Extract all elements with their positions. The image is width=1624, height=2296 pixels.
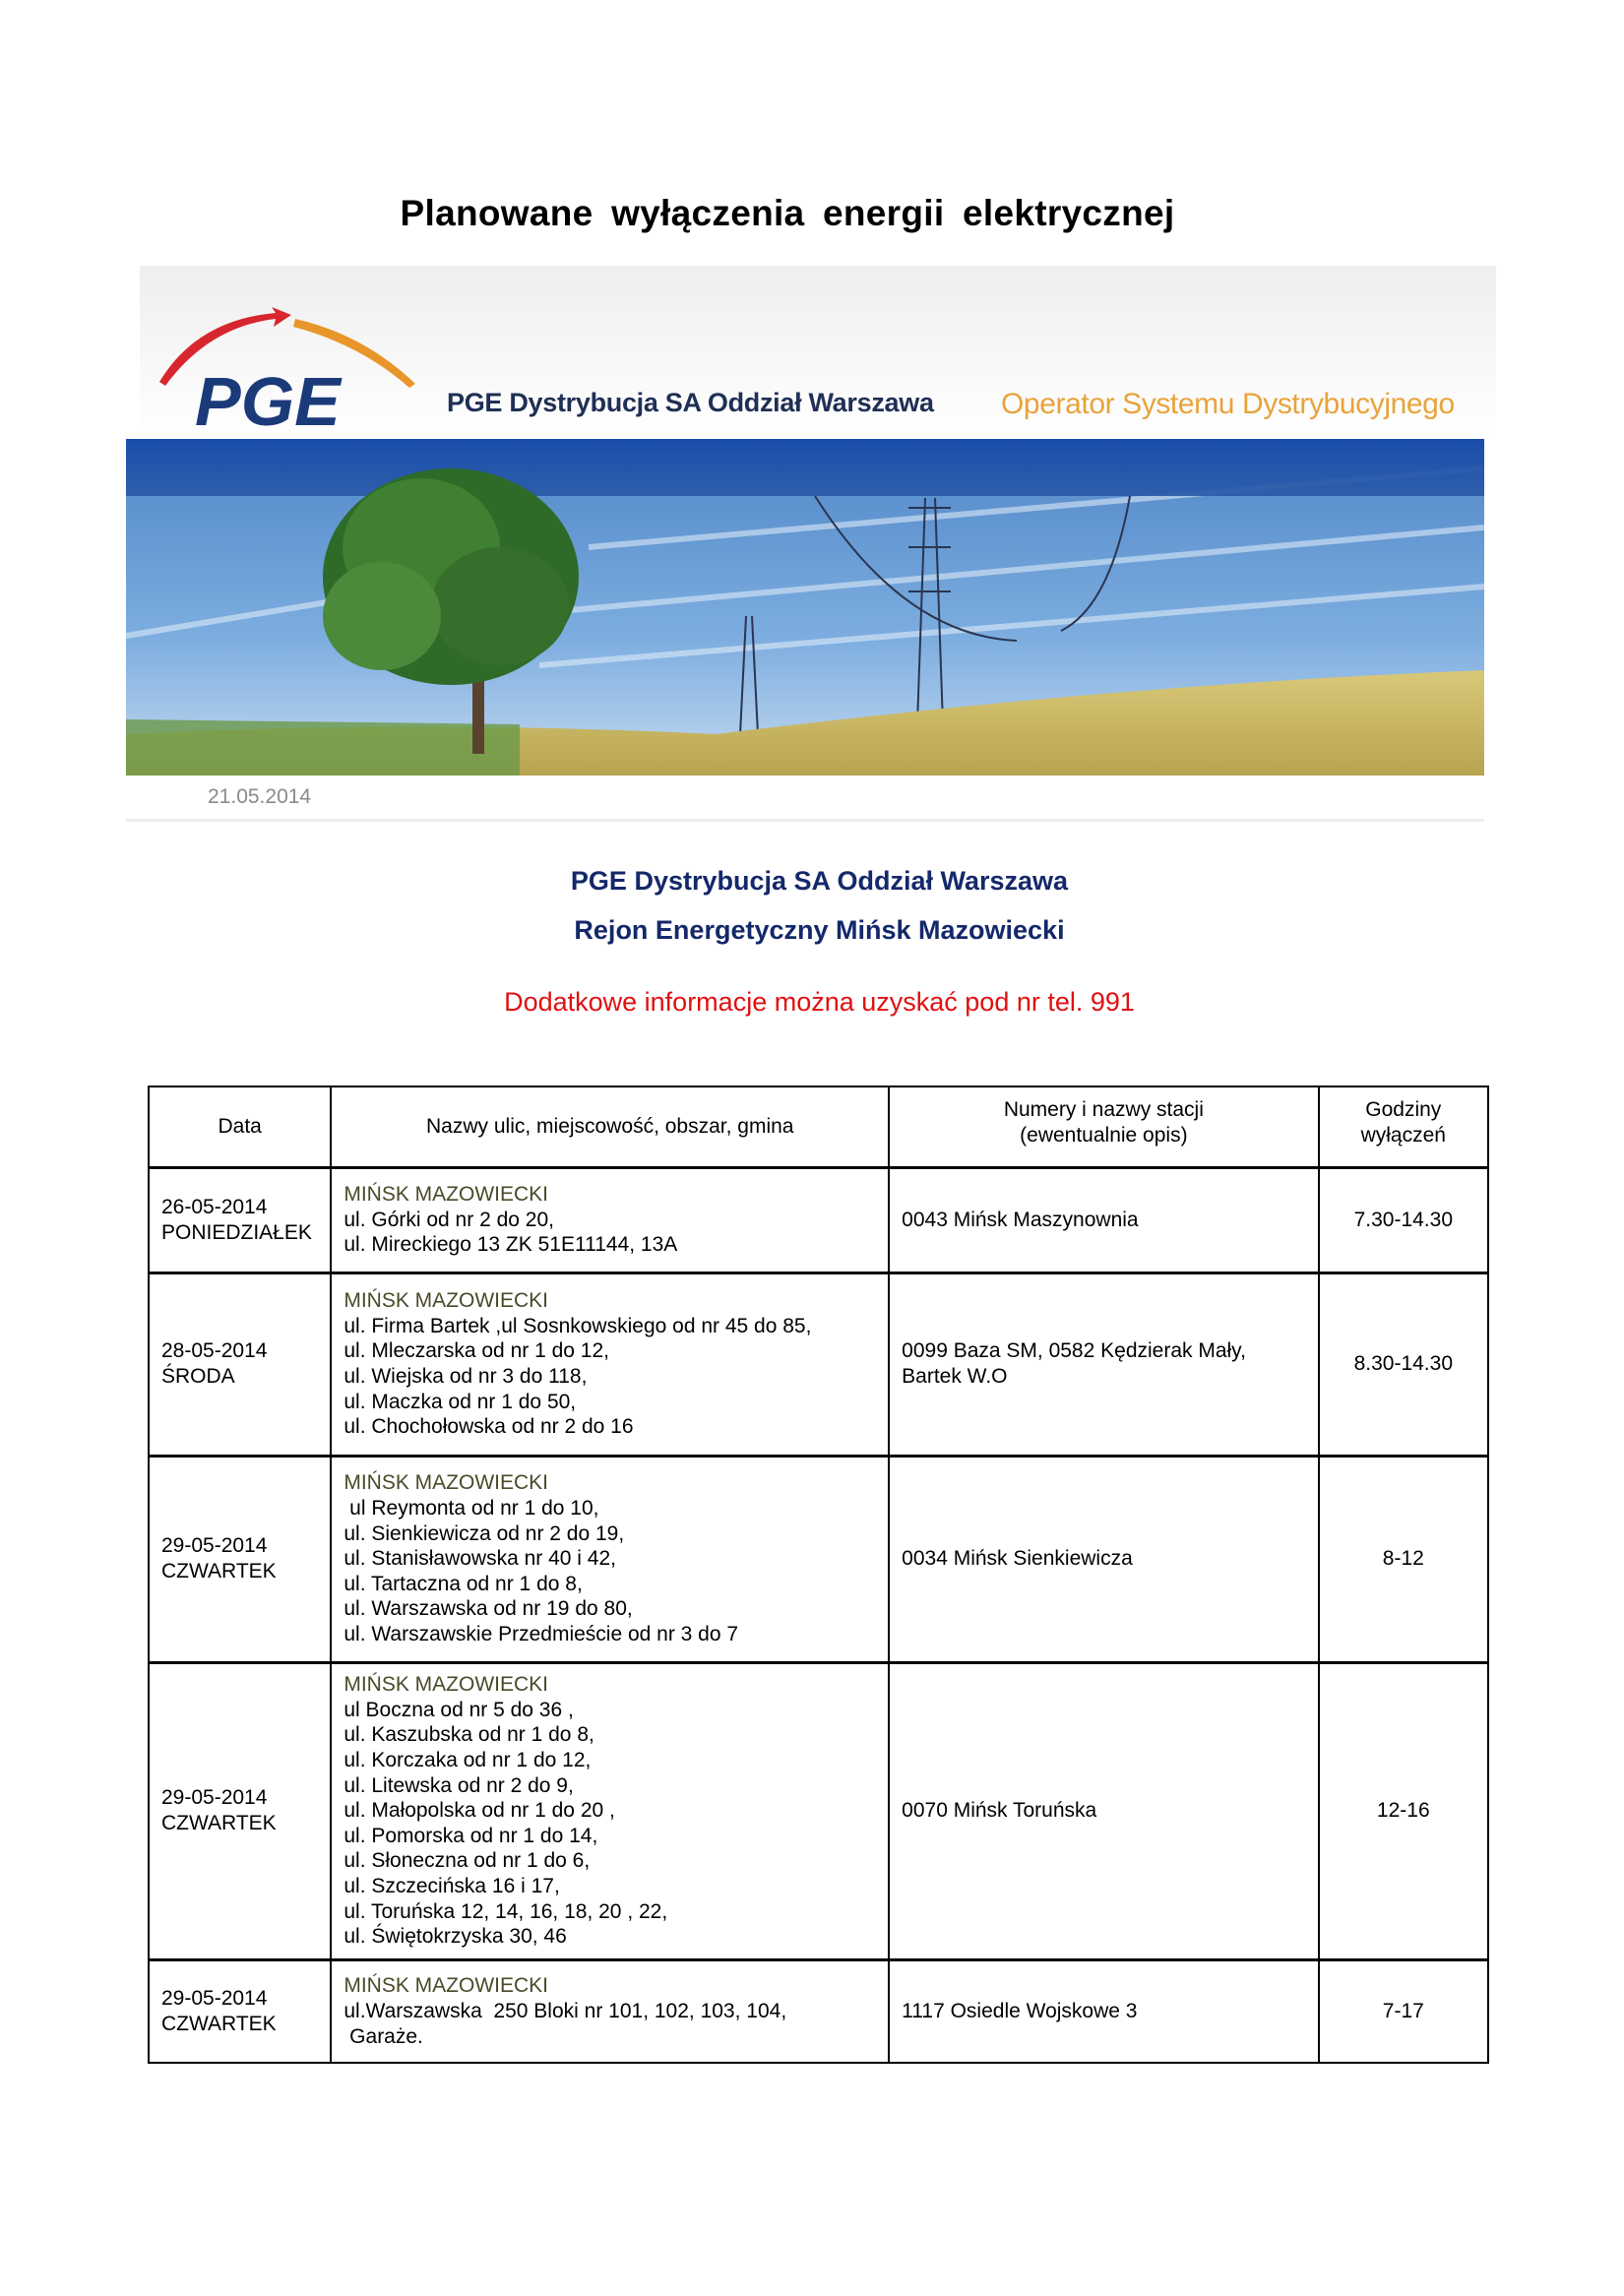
row-hours: 7-17 <box>1382 1999 1424 2022</box>
outage-table <box>148 1086 1489 2064</box>
header-hours-line1: Godziny <box>1365 1098 1442 1122</box>
cell-streets <box>331 1662 889 1959</box>
row-street: ul. Stanisławowska nr 40 i 42, <box>344 1547 616 1571</box>
row-hours: 8.30-14.30 <box>1353 1352 1453 1376</box>
row-street: ul. Świętokrzyska 30, 46 <box>344 1925 567 1949</box>
row-street: ul. Litewska od nr 2 do 9, <box>344 1773 574 1797</box>
row-city: MIŃSK MAZOWIECKI <box>344 1471 549 1495</box>
cell-hours <box>1319 1662 1488 1959</box>
row-city: MIŃSK MAZOWIECKI <box>344 1974 549 1998</box>
row-street: ul. Kaszubska od nr 1 do 8, <box>344 1723 594 1747</box>
row-street: ul. Sienkiewicza od nr 2 do 19, <box>344 1521 625 1545</box>
row-street: ul.Warszawska 250 Bloki nr 101, 102, 103, 104, <box>344 1999 787 2022</box>
blue-band <box>126 439 1484 496</box>
table-row <box>149 1272 1488 1456</box>
row-street: ul. Toruńska 12, 14, 16, 18, 20 , 22, <box>344 1899 668 1923</box>
pge-logo <box>157 305 433 433</box>
meadow <box>126 719 520 776</box>
row-date: 29-05-2014 <box>161 1987 268 2011</box>
row-hours: 8-12 <box>1382 1547 1424 1571</box>
row-street: ul. Firma Bartek ,ul Sosnkowskiego od nr 45 do 85, <box>344 1314 812 1337</box>
header-streets-label: Nazwy ulic, miejscowość, obszar, gmina <box>426 1114 794 1138</box>
row-weekday: CZWARTEK <box>161 1812 277 1834</box>
heading-region: Rejon Energetyczny Mińsk Mazowiecki <box>574 915 1065 945</box>
row-station: 0034 Mińsk Sienkiewicza <box>902 1547 1133 1571</box>
row-hours: 7.30-14.30 <box>1353 1208 1453 1231</box>
landscape-photo <box>126 439 1484 776</box>
header-station-line2: (ewentualnie opis) <box>1020 1123 1188 1147</box>
row-date: 26-05-2014 <box>161 1195 268 1218</box>
row-date: 29-05-2014 <box>161 1786 268 1810</box>
row-street: ul. Wiejska od nr 3 do 118, <box>344 1365 588 1388</box>
header-station <box>889 1086 1318 1167</box>
heading-company: PGE Dystrybucja SA Oddział Warszawa <box>570 866 1069 896</box>
issue-date: 21.05.2014 <box>208 785 312 808</box>
divider <box>126 819 1484 822</box>
tree-crown <box>323 468 579 685</box>
table-header-row <box>149 1086 1488 1167</box>
cell-hours <box>1319 1167 1488 1272</box>
row-street: ul. Górki od nr 2 do 20, <box>344 1208 554 1231</box>
cell-hours <box>1319 1272 1488 1456</box>
cell-station <box>889 1456 1318 1662</box>
header-hours <box>1319 1086 1488 1167</box>
row-station: 0070 Mińsk Toruńska <box>902 1799 1097 1823</box>
row-street: ul. Warszawska od nr 19 do 80, <box>344 1597 633 1621</box>
table-row <box>149 1662 1488 1959</box>
header-date-label: Data <box>218 1114 262 1138</box>
header-station-line1: Numery i nazwy stacji <box>1003 1098 1204 1122</box>
cell-streets <box>331 1456 889 1662</box>
cell-station <box>889 1959 1318 2063</box>
table-row <box>149 1167 1488 1272</box>
pge-banner-header <box>140 266 1496 439</box>
cell-station <box>889 1272 1318 1456</box>
cell-streets <box>331 1959 889 2063</box>
cell-date <box>149 1662 331 1959</box>
cell-streets <box>331 1272 889 1456</box>
row-hours: 12-16 <box>1376 1799 1430 1823</box>
info-phone-line: Dodatkowe informacje można uzyskać pod nr tel. 991 <box>504 987 1135 1017</box>
row-weekday: CZWARTEK <box>161 2012 277 2035</box>
row-street: ul. Pomorska od nr 1 do 14, <box>344 1824 598 1847</box>
table-row <box>149 1959 1488 2063</box>
row-street: ul. Mireckiego 13 ZK 51E11144, 13A <box>344 1233 678 1257</box>
row-street: ul. Chochołowska od nr 2 do 16 <box>344 1415 634 1439</box>
table-row <box>149 1456 1488 1662</box>
cell-date <box>149 1272 331 1456</box>
row-weekday: CZWARTEK <box>161 1560 277 1582</box>
row-street: ul Reymonta od nr 1 do 10, <box>344 1497 599 1520</box>
banner-company-name: PGE Dystrybucja SA Oddział Warszawa <box>447 388 934 417</box>
cell-hours <box>1319 1959 1488 2063</box>
banner-operator-tagline: Operator Systemu Dystrybucyjnego <box>1001 388 1455 420</box>
cell-streets <box>331 1167 889 1272</box>
row-street: ul. Szczecińska 16 i 17, <box>344 1874 560 1897</box>
header-streets <box>331 1086 889 1167</box>
row-date: 29-05-2014 <box>161 1534 268 1558</box>
row-street: Garaże. <box>344 2024 423 2048</box>
row-street: ul. Małopolska od nr 1 do 20 , <box>344 1799 615 1823</box>
row-street: ul Boczna od nr 5 do 36 , <box>344 1698 574 1721</box>
document-title: Planowane wyłączenia energii elektrycznej <box>400 193 1175 233</box>
cell-station <box>889 1662 1318 1959</box>
row-street: ul. Słoneczna od nr 1 do 6, <box>344 1849 591 1873</box>
header-date <box>149 1086 331 1167</box>
cell-station <box>889 1167 1318 1272</box>
row-station: 1117 Osiedle Wojskowe 3 <box>902 1999 1138 2022</box>
row-weekday: ŚRODA <box>161 1365 235 1388</box>
row-city: MIŃSK MAZOWIECKI <box>344 1183 549 1207</box>
row-street: ul. Mleczarska od nr 1 do 12, <box>344 1339 609 1363</box>
row-city: MIŃSK MAZOWIECKI <box>344 1289 549 1313</box>
cell-date <box>149 1959 331 2063</box>
row-street: ul. Warszawskie Przedmieście od nr 3 do 7 <box>344 1622 739 1645</box>
logo-text: PGE <box>195 363 341 433</box>
cell-date <box>149 1456 331 1662</box>
cell-date <box>149 1167 331 1272</box>
row-date: 28-05-2014 <box>161 1339 268 1363</box>
row-station: 0043 Mińsk Maszynownia <box>902 1208 1139 1231</box>
row-street: ul. Maczka od nr 1 do 50, <box>344 1390 577 1413</box>
row-station: 0099 Baza SM, 0582 Kędzierak Mały, Bartek W.O <box>902 1339 1246 1388</box>
row-weekday: PONIEDZIAŁEK <box>161 1220 312 1244</box>
header-hours-line2: wyłączeń <box>1360 1123 1446 1147</box>
row-street: ul. Tartaczna od nr 1 do 8, <box>344 1572 583 1595</box>
cell-hours <box>1319 1456 1488 1662</box>
row-city: MIŃSK MAZOWIECKI <box>344 1673 549 1697</box>
row-street: ul. Korczaka od nr 1 do 12, <box>344 1749 592 1772</box>
